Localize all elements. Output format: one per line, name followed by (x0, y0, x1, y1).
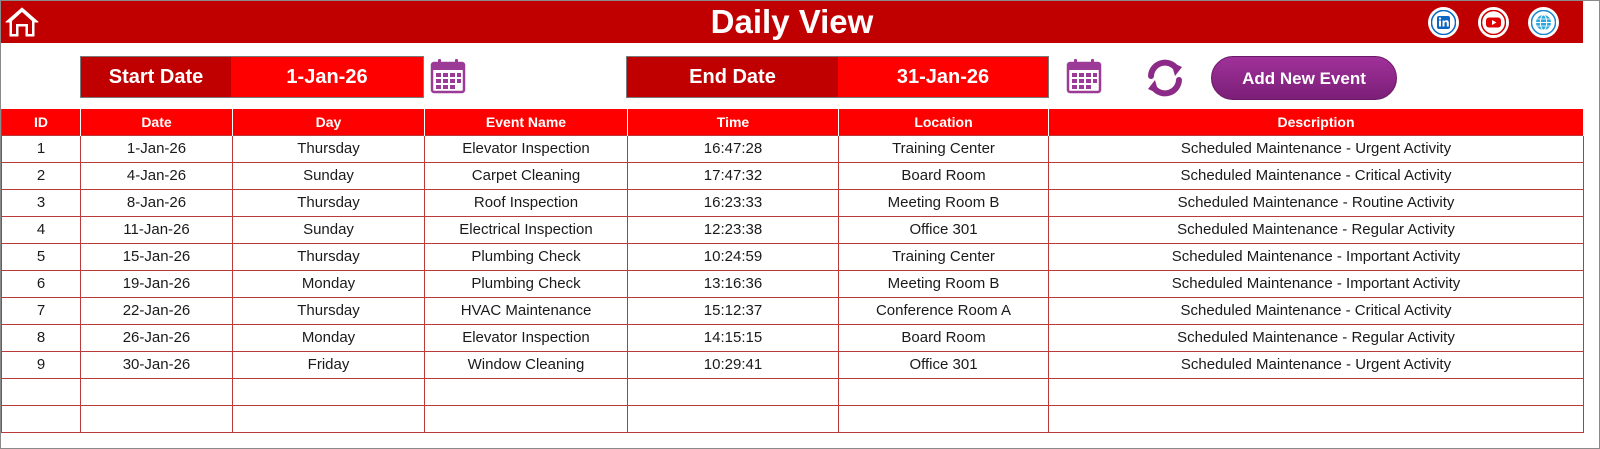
cell-date[interactable]: 1-Jan-26 (81, 135, 233, 162)
page-title: Daily View (710, 3, 874, 40)
cell-date[interactable] (81, 405, 233, 432)
cell-date[interactable]: 26-Jan-26 (81, 324, 233, 351)
cell-event-name[interactable]: Elevator Inspection (425, 135, 628, 162)
cell-time[interactable]: 17:47:32 (628, 162, 839, 189)
cell-day[interactable]: Thursday (233, 297, 425, 324)
linkedin-link[interactable] (1428, 7, 1459, 38)
cell-location[interactable] (839, 378, 1049, 405)
cell-event-name[interactable]: Elevator Inspection (425, 324, 628, 351)
cell-event-name[interactable]: Plumbing Check (425, 243, 628, 270)
cell-id[interactable]: 7 (2, 297, 81, 324)
website-link[interactable] (1528, 7, 1559, 38)
start-date-value[interactable]: 1-Jan-26 (231, 57, 423, 97)
cell-time[interactable]: 10:24:59 (628, 243, 839, 270)
cell-day[interactable]: Thursday (233, 243, 425, 270)
cell-location[interactable]: Training Center (839, 243, 1049, 270)
cell-location[interactable]: Meeting Room B (839, 189, 1049, 216)
cell-id[interactable] (2, 378, 81, 405)
cell-day[interactable]: Monday (233, 270, 425, 297)
header-bar (1, 1, 1583, 43)
table-row[interactable] (2, 351, 1584, 378)
column-header-date[interactable]: Date (81, 109, 233, 135)
cell-description[interactable] (1049, 405, 1584, 432)
cell-description[interactable]: Scheduled Maintenance - Urgent Activity (1049, 351, 1584, 378)
cell-time[interactable]: 16:47:28 (628, 135, 839, 162)
cell-location[interactable]: Board Room (839, 162, 1049, 189)
table-header-row (2, 109, 1584, 135)
cell-event-name[interactable]: Window Cleaning (425, 351, 628, 378)
column-header-id[interactable]: ID (2, 109, 81, 135)
youtube-icon (1481, 10, 1506, 35)
cell-time[interactable]: 12:23:38 (628, 216, 839, 243)
cell-description[interactable]: Scheduled Maintenance - Critical Activity (1049, 162, 1584, 189)
table-row-empty[interactable] (2, 405, 1584, 432)
cell-description[interactable]: Scheduled Maintenance - Important Activity (1049, 270, 1584, 297)
cell-id[interactable] (2, 405, 81, 432)
table-row-empty[interactable] (2, 378, 1584, 405)
cell-event-name[interactable]: Plumbing Check (425, 270, 628, 297)
cell-location[interactable]: Conference Room A (839, 297, 1049, 324)
table-row[interactable] (2, 243, 1584, 270)
cell-location[interactable]: Board Room (839, 324, 1049, 351)
cell-time[interactable]: 13:16:36 (628, 270, 839, 297)
cell-day[interactable] (233, 378, 425, 405)
cell-location[interactable] (839, 405, 1049, 432)
cell-event-name[interactable] (425, 405, 628, 432)
column-header-day[interactable]: Day (233, 109, 425, 135)
cell-id[interactable]: 8 (2, 324, 81, 351)
column-header-location[interactable]: Location (839, 109, 1049, 135)
cell-day[interactable] (233, 405, 425, 432)
youtube-link[interactable] (1478, 7, 1509, 38)
cell-id[interactable]: 9 (2, 351, 81, 378)
end-date-label: End Date (627, 57, 838, 97)
end-date-value[interactable]: 31-Jan-26 (838, 57, 1048, 97)
cell-time[interactable] (628, 378, 839, 405)
cell-time[interactable]: 14:15:15 (628, 324, 839, 351)
cell-time[interactable]: 15:12:37 (628, 297, 839, 324)
cell-time[interactable] (628, 405, 839, 432)
cell-date[interactable]: 19-Jan-26 (81, 270, 233, 297)
column-header-description[interactable]: Description (1049, 109, 1584, 135)
linkedin-icon (1431, 10, 1456, 35)
cell-date[interactable]: 30-Jan-26 (81, 351, 233, 378)
cell-id[interactable]: 3 (2, 189, 81, 216)
cell-id[interactable]: 6 (2, 270, 81, 297)
cell-description[interactable]: Scheduled Maintenance - Routine Activity (1049, 189, 1584, 216)
cell-event-name[interactable] (425, 378, 628, 405)
events-table (1, 109, 1584, 433)
globe-icon (1531, 10, 1556, 35)
cell-description[interactable]: Scheduled Maintenance - Regular Activity (1049, 216, 1584, 243)
cell-event-name[interactable]: Roof Inspection (425, 189, 628, 216)
cell-description[interactable]: Scheduled Maintenance - Urgent Activity (1049, 135, 1584, 162)
table-row[interactable] (2, 270, 1584, 297)
cell-time[interactable]: 10:29:41 (628, 351, 839, 378)
cell-id[interactable]: 4 (2, 216, 81, 243)
cell-id[interactable]: 2 (2, 162, 81, 189)
cell-date[interactable]: 15-Jan-26 (81, 243, 233, 270)
column-header-time[interactable]: Time (628, 109, 839, 135)
cell-description[interactable] (1049, 378, 1584, 405)
cell-description[interactable]: Scheduled Maintenance - Regular Activity (1049, 324, 1584, 351)
cell-description[interactable]: Scheduled Maintenance - Important Activity (1049, 243, 1584, 270)
cell-date[interactable]: 11-Jan-26 (81, 216, 233, 243)
cell-location[interactable]: Office 301 (839, 351, 1049, 378)
cell-location[interactable]: Office 301 (839, 216, 1049, 243)
cell-event-name[interactable]: Carpet Cleaning (425, 162, 628, 189)
end-calendar-icon[interactable] (1065, 57, 1103, 95)
cell-location[interactable]: Meeting Room B (839, 270, 1049, 297)
cell-day[interactable]: Monday (233, 324, 425, 351)
cell-day[interactable]: Sunday (233, 162, 425, 189)
cell-day[interactable]: Thursday (233, 189, 425, 216)
cell-event-name[interactable]: Electrical Inspection (425, 216, 628, 243)
cell-date[interactable] (81, 378, 233, 405)
start-calendar-icon[interactable] (429, 57, 467, 95)
column-header-event-name[interactable]: Event Name (425, 109, 628, 135)
cell-day[interactable]: Friday (233, 351, 425, 378)
cell-time[interactable]: 16:23:33 (628, 189, 839, 216)
cell-description[interactable]: Scheduled Maintenance - Critical Activity (1049, 297, 1584, 324)
cell-date[interactable]: 4-Jan-26 (81, 162, 233, 189)
cell-location[interactable]: Training Center (839, 135, 1049, 162)
cell-id[interactable]: 1 (2, 135, 81, 162)
cell-id[interactable]: 5 (2, 243, 81, 270)
cell-date[interactable]: 8-Jan-26 (81, 189, 233, 216)
table-row[interactable] (2, 189, 1584, 216)
cell-day[interactable]: Thursday (233, 135, 425, 162)
table-row[interactable] (2, 135, 1584, 162)
refresh-icon[interactable] (1142, 55, 1188, 101)
table-row[interactable] (2, 297, 1584, 324)
table-row[interactable] (2, 162, 1584, 189)
cell-date[interactable]: 22-Jan-26 (81, 297, 233, 324)
cell-day[interactable]: Sunday (233, 216, 425, 243)
add-new-event-button[interactable]: Add New Event (1211, 56, 1397, 100)
start-date-label: Start Date (81, 57, 231, 97)
cell-event-name[interactable]: HVAC Maintenance (425, 297, 628, 324)
table-row[interactable] (2, 216, 1584, 243)
table-row[interactable] (2, 324, 1584, 351)
